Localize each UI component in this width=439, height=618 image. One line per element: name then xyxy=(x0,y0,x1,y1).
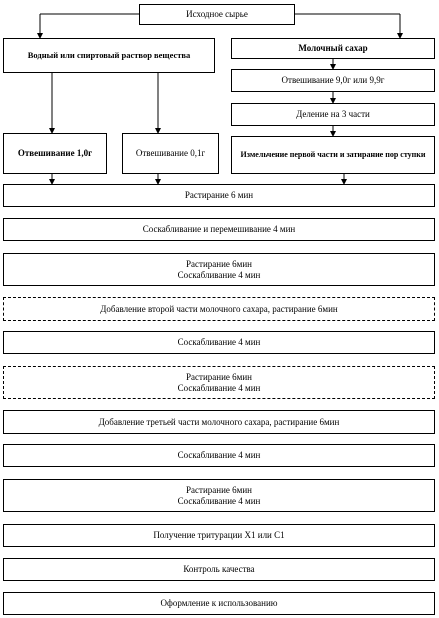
node-step8 xyxy=(3,444,435,467)
node-step2-label: Соскабливание и перемешивание 4 мин xyxy=(142,224,296,235)
node-weigh-1 xyxy=(3,133,107,174)
node-milk-sugar xyxy=(231,38,435,59)
node-weigh-1-label: Отвешивание 1,0г xyxy=(17,148,93,159)
node-solution-label: Водный или спиртовый раствор вещества xyxy=(27,49,191,60)
node-step4-label: Добавление второй части молочного сахара, растирание 6мин xyxy=(100,303,338,314)
node-weigh-01-label: Отвешивание 0,1г xyxy=(135,148,206,159)
node-step11 xyxy=(3,558,435,581)
node-step1-label: Растирание 6 мин xyxy=(184,190,254,201)
node-step3 xyxy=(3,253,435,286)
node-step9-line1: Растирание 6мин xyxy=(186,485,252,496)
node-step3-line1: Растирание 6мин xyxy=(186,259,252,270)
node-divide-label: Деление на 3 части xyxy=(296,109,370,120)
node-step5 xyxy=(3,331,435,354)
node-step6-line1: Растирание 6мин xyxy=(186,372,252,383)
node-step10-label: Получение тритурации Х1 или С1 xyxy=(153,530,285,541)
node-step12 xyxy=(3,592,435,615)
node-step2 xyxy=(3,218,435,241)
node-step8-label: Соскабливание 4 мин xyxy=(177,450,261,461)
node-divide xyxy=(231,103,435,126)
node-step11-label: Контроль качества xyxy=(183,564,255,575)
node-step3-line2: Соскабливание 4 мин xyxy=(177,269,261,280)
node-step10 xyxy=(3,524,435,547)
node-weigh-sugar-label: Отвешивание 9,0г или 9,9г xyxy=(281,75,385,86)
node-step7-label: Добавление третьей части молочного сахара, растирание 6мин xyxy=(98,416,340,427)
node-source-label: Исходное сырье xyxy=(186,9,248,20)
node-step7 xyxy=(3,410,435,434)
node-step12-label: Оформление к использованию xyxy=(160,598,278,609)
node-weigh-01 xyxy=(122,133,219,174)
node-step9-line2: Соскабливание 4 мин xyxy=(177,495,261,506)
node-step1 xyxy=(3,184,435,207)
node-source xyxy=(139,4,295,25)
node-step6-line2: Соскабливание 4 мин xyxy=(177,382,261,393)
node-step4 xyxy=(3,297,435,321)
node-weigh-sugar xyxy=(231,69,435,92)
node-solution xyxy=(3,38,215,73)
node-step9 xyxy=(3,479,435,512)
node-step5-label: Соскабливание 4 мин xyxy=(177,337,261,348)
node-grind-first xyxy=(231,136,435,174)
node-milk-sugar-label: Молочный сахар xyxy=(298,43,368,54)
node-grind-first-label: Измельчение первой части и затирание пор ступки xyxy=(240,150,426,160)
node-step6 xyxy=(3,366,435,399)
